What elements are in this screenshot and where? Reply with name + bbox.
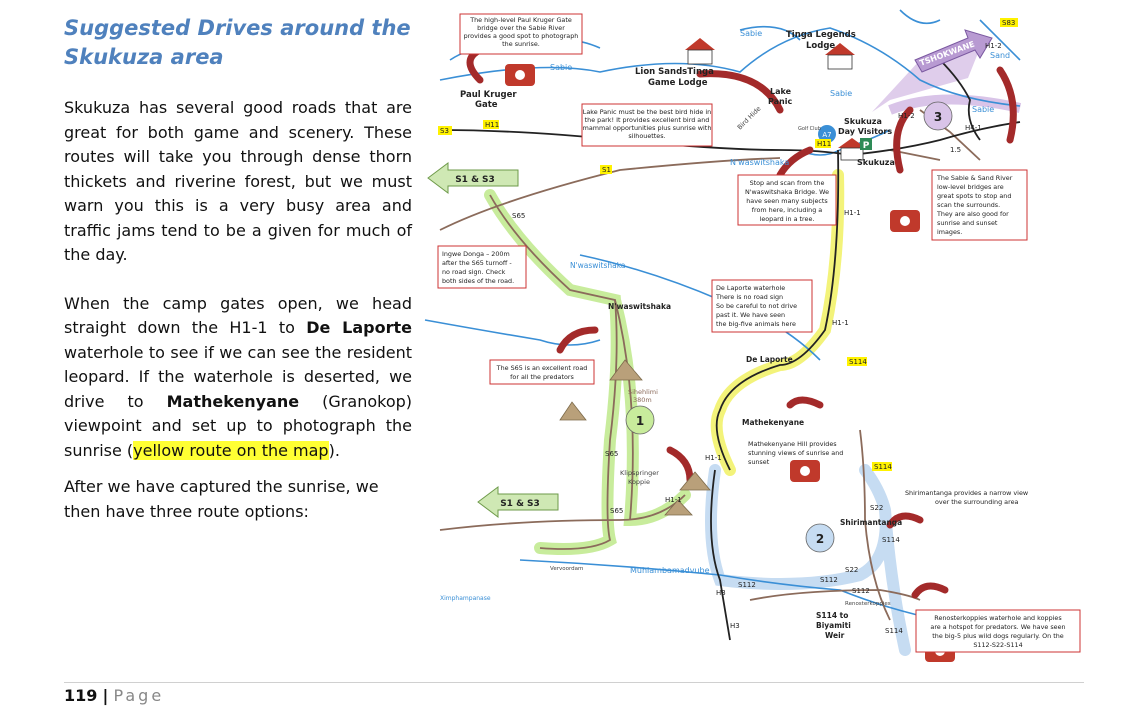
vervoordam-label: Vervoordam	[550, 566, 584, 572]
callout-de-laporte	[712, 280, 812, 332]
skukuza-visitors-label-2: Day Visitors	[838, 127, 893, 136]
svg-text:N'waswitshaka Bridge. We: N'waswitshaka Bridge. We	[744, 188, 830, 196]
svg-text:after the S65 turnoff -: after the S65 turnoff -	[442, 259, 512, 267]
skukuza-drives-map	[420, 0, 1066, 670]
sand-label: Sand	[990, 51, 1011, 60]
svg-text:There is no road sign: There is no road sign	[716, 293, 784, 301]
road-s22-b: S22	[845, 566, 859, 574]
svg-text:the sunrise.: the sunrise.	[502, 40, 540, 48]
svg-text:are a hotspot for predators.: are a hotspot for predators. We have seen	[930, 623, 1066, 631]
page-footer	[64, 686, 164, 705]
muhlambamadvube-label: Muhlambamadvube	[630, 566, 710, 575]
svg-text:stunning views of sunrise and: stunning views of sunrise and	[748, 449, 844, 457]
golf-club-label: Golf Club	[798, 126, 821, 132]
route-text-c: waterhole to see if we can see the resident leopard. If the waterhole is deserted, we drive to	[64, 342, 412, 411]
callout-paul-kruger	[460, 14, 582, 54]
svg-text:De Laporte waterhole: De Laporte waterhole	[716, 284, 786, 292]
options-paragraph: After we have captured the sunrise, we then have three route options:	[64, 477, 379, 521]
nwaswitshaka-river-label-2: N'waswitshaka	[730, 158, 790, 167]
page-number: 119	[64, 686, 98, 705]
lake-panic-label: Lake	[770, 87, 792, 96]
road-h1-2-b: H1-2	[985, 42, 1002, 50]
svg-text:sunset: sunset	[748, 458, 770, 466]
road-s65-c: S65	[610, 507, 624, 515]
ximphampanase-label: Ximphampanase	[440, 595, 491, 602]
s1s3-top-label: S1 & S3	[455, 175, 495, 185]
s1s3-bottom-label: S1 & S3	[500, 499, 540, 509]
callout-ingwe	[438, 246, 526, 288]
weir-label-3: Weir	[825, 631, 845, 640]
sihehlimi-height: 380m	[633, 396, 652, 404]
svg-text:Stop and scan from the: Stop and scan from the	[749, 179, 825, 187]
callout-stop-scan	[738, 175, 836, 225]
svg-text:from here, including a: from here, including a	[751, 206, 823, 214]
svg-text:The Sabie & Sand River: The Sabie & Sand River	[937, 174, 1013, 182]
road-s83: S83	[1002, 19, 1016, 27]
route-text-g: ).	[328, 440, 340, 460]
weir-label-2: Biyamiti	[816, 621, 851, 630]
svg-text:silhouettes.: silhouettes.	[628, 132, 666, 140]
route-text-a: When the camp gates open, we head straight down the H1-1 to	[64, 293, 412, 337]
sihehlimi-label: Sihehlimi	[628, 388, 658, 396]
klip-label-2: Koppie	[628, 478, 650, 486]
mathekenyane-bold: Mathekenyane	[166, 391, 300, 411]
road-s1: S1	[602, 166, 611, 174]
svg-text:Ingwe Donga – 200m: Ingwe Donga – 200m	[442, 250, 510, 258]
svg-text:the park! It provides excellen: the park! It provides excellent bird and	[584, 116, 710, 124]
text-column	[64, 14, 412, 524]
tshokwane-label: TSHOKWANE	[918, 39, 976, 68]
road-h4-1: H4-1	[965, 124, 982, 132]
road-h11-1-d: H1-1	[665, 496, 682, 504]
road-h11-1-c: H1-1	[705, 454, 722, 462]
a7-label: A7	[822, 131, 832, 139]
road-s65-a: S65	[512, 212, 526, 220]
road-s114-d: S114	[885, 627, 903, 635]
svg-text:images.: images.	[937, 228, 963, 236]
yellow-route-highlight: yellow route on the map	[133, 440, 329, 460]
svg-text:S112-S22-S114: S112-S22-S114	[973, 641, 1023, 649]
callout-s65	[490, 360, 594, 384]
road-h3-b: H3	[730, 622, 740, 630]
road-s114-c: S114	[882, 536, 900, 544]
svg-text:Lake Panic must be the best bi: Lake Panic must be the best bird hide in	[582, 108, 712, 116]
svg-text:for all the predators: for all the predators	[510, 373, 574, 381]
skukuza-label: Skukuza	[857, 158, 895, 167]
nwaswitshaka-river-label: N'waswitshaka	[570, 261, 626, 270]
road-s112-a: S112	[738, 581, 756, 589]
svg-text:So be careful to not drive: So be careful to not drive	[716, 302, 798, 310]
route-paragraph	[64, 292, 412, 464]
paul-kruger-label-2: Gate	[475, 100, 498, 110]
route-number-2: 2	[815, 532, 825, 546]
road-h11-c: H11	[817, 140, 832, 148]
road-h11-a: H11	[485, 121, 500, 129]
road-s3: S3	[440, 127, 449, 135]
route-number-3: 3	[933, 110, 943, 124]
road-s22-a: S22	[870, 504, 884, 512]
svg-text:leopard in a tree.: leopard in a tree.	[759, 215, 815, 223]
road-1-5: 1.5	[950, 146, 962, 154]
road-h1-2-a: H1-2	[898, 112, 915, 120]
de-laporte-label: De Laporte	[746, 355, 793, 364]
road-s65-b: S65	[605, 450, 619, 458]
road-s112-c: S112	[852, 587, 870, 595]
road-s114-a: S114	[849, 358, 867, 366]
route-text-e: (Granokop) viewpoint and set up to photograph the sunrise (	[64, 391, 412, 460]
tinga-label: Tinga Legends	[786, 30, 856, 40]
mathekenyane-label: Mathekenyane	[742, 418, 805, 427]
road-h3-a: H3	[716, 589, 726, 597]
page-title: Suggested Drives around the Skukuza area	[64, 16, 411, 69]
svg-text:no road sign. Check: no road sign. Check	[442, 268, 506, 276]
svg-text:both sides of the road.: both sides of the road.	[442, 277, 515, 285]
callout-lake-panic	[582, 104, 712, 146]
svg-text:low-level bridges are: low-level bridges are	[937, 183, 1004, 191]
parking-label: P	[862, 141, 870, 151]
svg-text:mammal opportunities plus sunr: mammal opportunities plus sunrise with	[582, 124, 712, 132]
sabie-label-4: Sabie	[972, 105, 995, 114]
road-h11-1-b: H1-1	[832, 319, 849, 327]
page-word: Page	[113, 686, 165, 705]
sabie-label-2: Sabie	[550, 63, 573, 72]
callout-renoster	[916, 610, 1080, 652]
road-s112-b: S112	[820, 576, 838, 584]
skukuza-visitors-label: Skukuza	[844, 117, 882, 126]
svg-text:over the surrounding area: over the surrounding area	[935, 498, 1019, 506]
svg-text:have seen many subjects: have seen many subjects	[746, 197, 828, 205]
de-laporte-bold: De Laporte	[306, 318, 413, 337]
svg-text:scan the surrounds.: scan the surrounds.	[937, 201, 1001, 209]
svg-text:Renosterkoppies waterhole and: Renosterkoppies waterhole and koppies	[934, 614, 1062, 622]
tinga-label-2: Lodge	[806, 41, 836, 51]
paul-kruger-label: Paul Kruger	[460, 90, 517, 100]
nwaswitshaka-camp-label: N'waswitshaka	[608, 302, 672, 311]
svg-text:sunrise and sunset: sunrise and sunset	[937, 219, 998, 227]
klip-label: Klipspringer	[620, 469, 659, 477]
route-number-1: 1	[635, 414, 645, 428]
road-h11-1-a: H1-1	[844, 209, 861, 217]
svg-text:the big-five animals here: the big-five animals here	[716, 320, 796, 328]
sabie-label-1: Sabie	[740, 29, 763, 38]
callout-sabie-sand	[932, 170, 1027, 240]
footer-separator: |	[102, 686, 109, 705]
weir-label-1: S114 to	[816, 611, 849, 620]
renosterkoppies-label: Renosterkoppies	[845, 601, 891, 607]
shirimantanga-label: Shirimantanga	[840, 518, 903, 527]
bird-hide-label: Bird Hide	[735, 104, 763, 132]
footer-divider	[64, 682, 1084, 683]
svg-text:The high-level Paul Kruger Gat: The high-level Paul Kruger Gate	[470, 16, 572, 24]
intro-paragraph: Skukuza has several good roads that are great for both game and scenery. These routes will take you through dense thorn thickets and riverine forest, but we must warn you this is a very busy area and traffic jams tend to be a given for much of the day.	[64, 98, 412, 264]
svg-text:The S65 is an excellent road: The S65 is an excellent road	[496, 364, 588, 372]
svg-text:Shirimantanga provides a narro: Shirimantanga provides a narrow view	[905, 489, 1029, 497]
svg-text:past it. We have seen: past it. We have seen	[716, 311, 786, 319]
svg-text:the big-5 plus wild dogs regul: the big-5 plus wild dogs regularly. On the	[932, 632, 1064, 640]
lion-sands-label: Lion SandsTinga	[635, 67, 714, 77]
road-s114-b: S114	[874, 463, 892, 471]
svg-text:Mathekenyane Hill provides: Mathekenyane Hill provides	[748, 440, 837, 448]
svg-text:provides a good spot to photog: provides a good spot to photograph	[463, 32, 579, 40]
svg-text:bridge over the Sabie River: bridge over the Sabie River	[477, 24, 565, 32]
sabie-label-3: Sabie	[830, 89, 853, 98]
lion-sands-label-2: Game Lodge	[648, 78, 708, 88]
svg-text:They are also good for: They are also good for	[937, 210, 1009, 218]
lake-panic-label-2: Panic	[768, 97, 793, 106]
svg-text:great spots to stop and: great spots to stop and	[937, 192, 1012, 200]
